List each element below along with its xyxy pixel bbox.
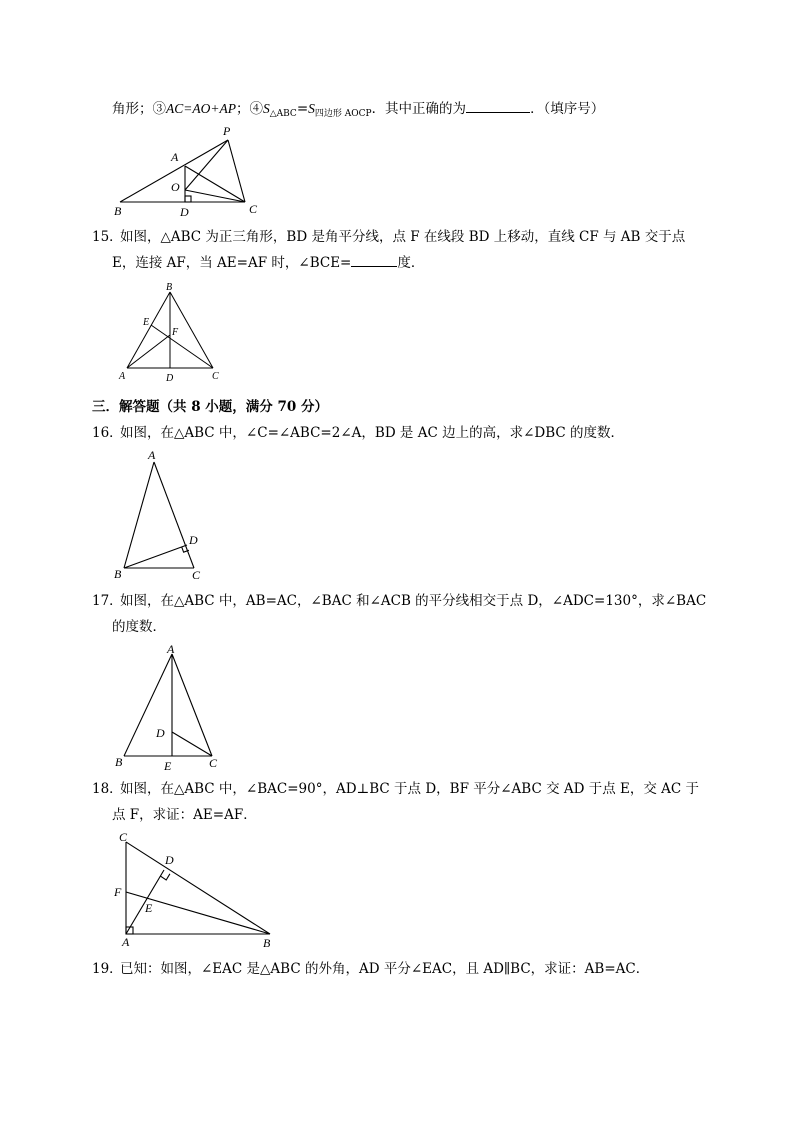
q15-line2: [112, 254, 424, 272]
q17-label-E: E: [164, 759, 172, 773]
q14-label-O: O: [171, 180, 180, 194]
q17-line1: 如图，在△ABC 中，AB=AC，∠BAC 和∠ACB 的平分线相交于点 D，∠ADC=130°，求∠BAC: [120, 593, 707, 609]
q18-label-F: F: [114, 885, 122, 899]
q15-line2-b: 度．: [397, 255, 425, 271]
q18-label-E: E: [145, 901, 153, 915]
q19-text: 已知：如图，∠EAC 是△ABC 的外角，AD 平分∠EAC，且 AD∥BC，求证：AB=AC．: [120, 961, 650, 977]
q16-figure: [110, 448, 210, 580]
q18-line1: 如图，在△ABC 中，∠BAC=90°，AD⊥BC 于点 D，BF 平分∠ABC 交 AD 于点 E，交 AC 于: [120, 781, 700, 797]
q14-label-A: A: [171, 150, 179, 164]
q15-figure: [115, 282, 225, 386]
q14-s-letter2: S: [308, 101, 315, 116]
q15-answer-blank[interactable]: [351, 254, 397, 267]
section-title: 三．解答题（共 8 小题，满分 70 分）: [92, 399, 328, 415]
q14-tail-part3: ．其中正确的为: [371, 101, 467, 117]
q18-label-A: A: [122, 935, 130, 949]
q14-tail-math1: AC=AO+AP: [166, 101, 236, 116]
q15-label-E: E: [143, 317, 150, 328]
q14-answer-blank[interactable]: [466, 100, 530, 113]
q14-s-sub1: △ABC: [269, 109, 297, 119]
q18-line2: 点 F，求证：AE=AF．: [112, 807, 257, 823]
q18-number: 18．: [92, 781, 123, 797]
q16-text: 如图，在△ABC 中，∠C=∠ABC=2∠A，BD 是 AC 边上的高，求∠DBC 的度数．: [120, 425, 625, 441]
q14-s-eq: =: [296, 101, 309, 117]
q17-label-D: D: [156, 726, 165, 740]
q17-label-A: A: [167, 642, 175, 656]
q16-label-A: A: [148, 448, 156, 462]
q14-label-B: B: [114, 204, 122, 218]
q14-label-C: C: [249, 202, 258, 216]
q16-label-C: C: [192, 568, 201, 582]
q14-figure: [110, 122, 270, 218]
q17-line2: 的度数．: [112, 619, 166, 635]
q14-label-P: P: [223, 124, 231, 138]
q15-label-C: C: [212, 371, 219, 382]
q15-label-F: F: [172, 327, 179, 338]
q19-number: 19．: [92, 961, 123, 977]
q16-label-B: B: [114, 567, 122, 581]
q17-number: 17．: [92, 593, 123, 609]
q16-number: 16．: [92, 425, 123, 441]
q16-label-D: D: [189, 533, 198, 547]
q15-number: 15．: [92, 229, 123, 245]
q18-figure: [110, 830, 280, 952]
q17-label-B: B: [115, 755, 123, 769]
q18-label-D: D: [165, 853, 174, 867]
q18-label-C: C: [119, 830, 128, 844]
q15-label-A: A: [119, 371, 126, 382]
q14-label-D: D: [180, 205, 189, 219]
q14-s-letter: S: [262, 101, 270, 116]
q17-figure: [112, 642, 232, 774]
q15-line2-a: E，连接 AF，当 AE=AF 时，∠BCE=: [112, 255, 352, 271]
q14-s-sub2: 四边形 AOCP: [314, 109, 372, 119]
q14-statement-tail: [112, 100, 604, 120]
q15-line1: 如图，△ABC 为正三角形，BD 是角平分线，点 F 在线段 BD 上移动，直线 CF 与 AB 交于点: [120, 229, 686, 245]
q14-tail-part2: ；④: [235, 101, 263, 117]
q18-label-B: B: [263, 936, 271, 950]
q15-label-B: B: [166, 282, 173, 293]
q17-label-C: C: [209, 756, 218, 770]
q15-label-D: D: [166, 373, 174, 384]
q14-tail-part1: 角形；③: [112, 101, 166, 117]
q14-tail-part4: ．（填序号）: [530, 101, 605, 117]
